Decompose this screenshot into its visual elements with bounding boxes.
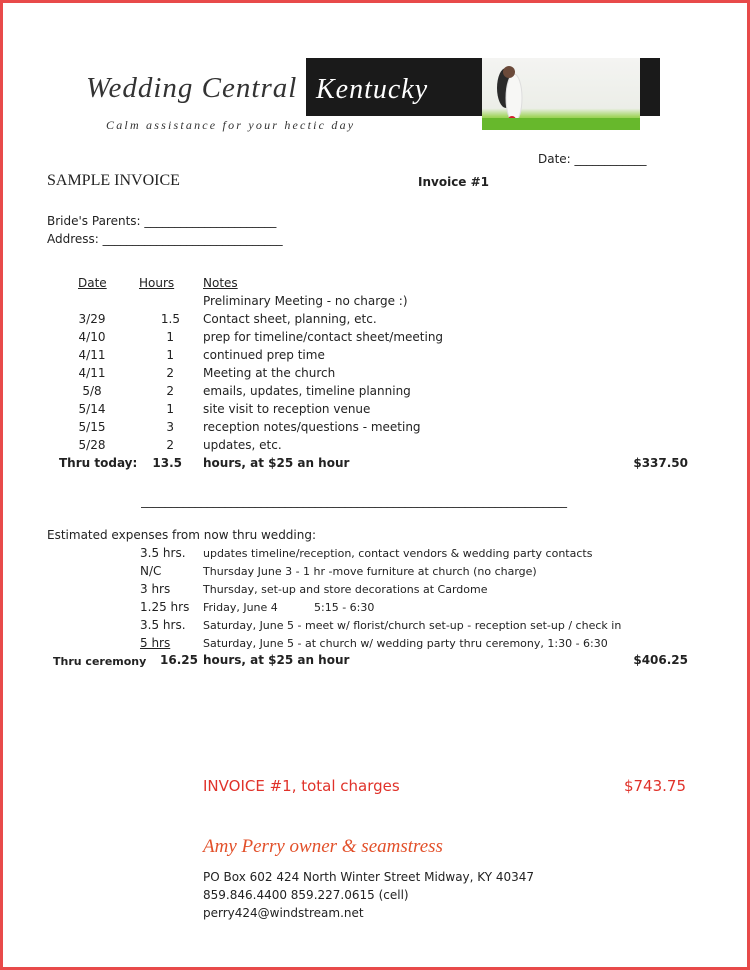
row-notes: reception notes/questions - meeting [203, 420, 421, 434]
separator-line: _______________________________________________________________________ [141, 494, 567, 508]
date-field: Date: ____________ [538, 152, 647, 166]
row-hours: 1 [166, 330, 174, 344]
col-header-notes: Notes [203, 276, 238, 290]
row-date: 4/10 [78, 330, 106, 344]
row-hours: 2 [166, 384, 174, 398]
total-label: Thru today: [59, 456, 138, 470]
item-hours: 3 hrs [140, 582, 171, 596]
item-hours: 1.25 hrs [140, 600, 190, 614]
page-title: SAMPLE INVOICE [47, 172, 180, 189]
row-date: 3/29 [78, 312, 106, 326]
row-notes: Contact sheet, planning, etc. [203, 312, 377, 326]
item-desc: Saturday, June 5 - at church w/ wedding party thru ceremony, 1:30 - 6:30 [203, 637, 608, 650]
row-hours: 2 [166, 438, 174, 452]
row-date: 4/11 [78, 348, 106, 362]
row-hours: 1.5 [160, 312, 180, 326]
row-hours: 2 [166, 366, 174, 380]
row-date: 5/14 [78, 402, 106, 416]
item-hours: 3.5 hrs. [140, 546, 186, 560]
col-header-date: Date [78, 276, 107, 290]
row-hours: 3 [166, 420, 174, 434]
item-desc: Thursday, set-up and store decorations at Cardome [203, 583, 488, 596]
grand-total-label: INVOICE #1, total charges [203, 777, 400, 795]
brand-name: Wedding Central [86, 72, 298, 104]
item-desc: Thursday June 3 - 1 hr -move furniture at church (no charge) [203, 565, 537, 578]
estimated-total-hours: 16.25 [160, 653, 198, 667]
item-desc: updates timeline/reception, contact vendors & wedding party contacts [203, 547, 593, 560]
row-notes: Preliminary Meeting - no charge :) [203, 294, 408, 308]
owner-name: Amy Perry owner & seamstress [203, 836, 443, 857]
total-hours: 13.5 [152, 456, 182, 470]
row-hours: 1 [166, 348, 174, 362]
estimated-total-rate: hours, at $25 an hour [203, 653, 350, 667]
row-notes: updates, etc. [203, 438, 282, 452]
item-time: 5:15 - 6:30 [314, 601, 375, 614]
row-date: 5/28 [78, 438, 106, 452]
item-hours: N/C [140, 564, 162, 578]
estimated-heading: Estimated expenses from now thru wedding: [47, 528, 317, 542]
tagline: Calm assistance for your hectic day [106, 118, 356, 132]
row-notes: prep for timeline/contact sheet/meeting [203, 330, 444, 344]
estimated-total-amount: $406.25 [633, 653, 688, 667]
col-header-hours: Hours [139, 276, 175, 290]
row-hours: 1 [166, 402, 174, 416]
row-notes: continued prep time [203, 348, 325, 362]
total-rate: hours, at $25 an hour [203, 456, 350, 470]
row-notes: Meeting at the church [203, 366, 336, 380]
row-date: 4/11 [78, 366, 106, 380]
item-hours: 5 hrs [140, 636, 171, 650]
estimated-total-label: Thru ceremony [53, 655, 147, 668]
grand-total-amount: $743.75 [623, 777, 686, 795]
address-field: Address: ______________________________ [47, 232, 283, 246]
row-notes: emails, updates, timeline planning [203, 384, 411, 398]
brides-parents-field: Bride's Parents: ______________________ [47, 214, 277, 228]
wedding-couple-photo [482, 58, 640, 130]
invoice-number: Invoice #1 [418, 175, 490, 189]
footer-address: PO Box 602 424 North Winter Street Midway, KY 40347 [203, 870, 535, 884]
banner-right-block [640, 58, 660, 116]
total-amount: $337.50 [633, 456, 688, 470]
footer-phones: 859.846.4400 859.227.0615 (cell) [203, 888, 409, 902]
item-desc: Friday, June 4 [203, 601, 278, 614]
brand-state: Kentucky [316, 74, 429, 105]
row-date: 5/15 [78, 420, 106, 434]
row-date: 5/8 [82, 384, 102, 398]
item-hours: 3.5 hrs. [140, 618, 186, 632]
row-notes: site visit to reception venue [203, 402, 371, 416]
footer-email[interactable]: perry424@windstream.net [203, 906, 364, 920]
item-desc: Saturday, June 5 - meet w/ florist/church set-up - reception set-up / check in [203, 619, 622, 632]
